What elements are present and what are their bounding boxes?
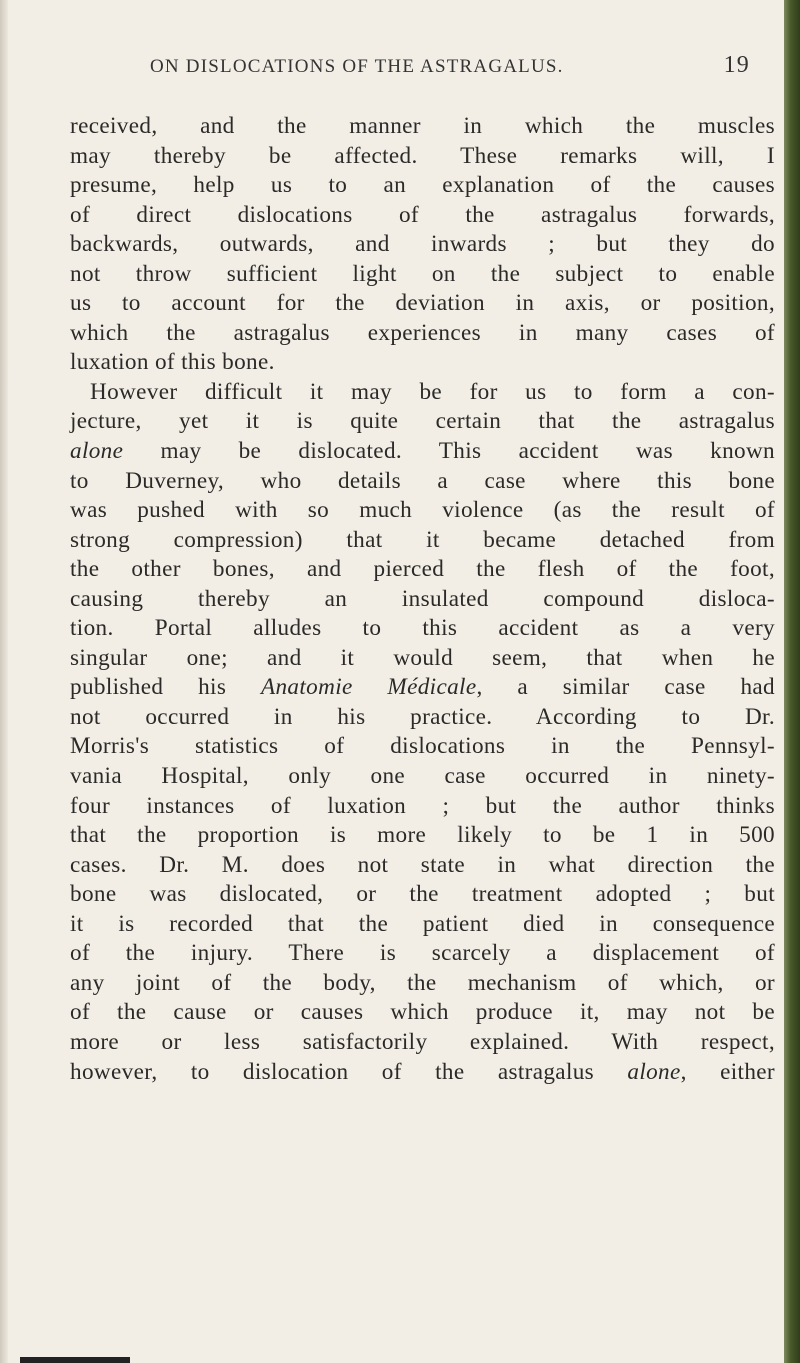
text-line: cases. Dr. M. does not state in what direction the bbox=[70, 851, 775, 878]
text-line: luxation of this bone. bbox=[70, 349, 275, 376]
book-spine-edge bbox=[784, 0, 800, 1363]
text-line: presume, help us to an explanation of the causes bbox=[70, 172, 775, 199]
text-segment: published his bbox=[70, 674, 261, 701]
text-line: more or less satisfactorily explained. With respect, bbox=[70, 1028, 775, 1055]
page-number: 19 bbox=[723, 52, 750, 78]
running-title: ON DISLOCATIONS OF THE ASTRAGALUS. bbox=[150, 56, 564, 77]
text-line: four instances of luxation ; but the author thinks bbox=[70, 792, 775, 819]
text-segment: , either bbox=[680, 1058, 775, 1085]
text-line: not throw sufficient light on the subject to enable bbox=[70, 260, 775, 287]
body-text bbox=[70, 112, 775, 1087]
text-line bbox=[70, 437, 775, 467]
text-line: tion. Portal alludes to this accident as a very bbox=[70, 615, 775, 642]
text-line: singular one; and it would seem, that when he bbox=[70, 644, 775, 671]
text-line: of the injury. There is scarcely a displacement of bbox=[70, 940, 775, 967]
italic-term: alone bbox=[70, 438, 124, 465]
text-line: was pushed with so much violence (as the result of bbox=[70, 497, 775, 524]
text-line: However difficult it may be for us to form a con- bbox=[90, 378, 775, 405]
text-line: any joint of the body, the mechanism of which, or bbox=[70, 969, 775, 996]
text-line: that the proportion is more likely to be 1 in 500 bbox=[70, 822, 775, 849]
text-line: backwards, outwards, and inwards ; but they do bbox=[70, 231, 775, 258]
bottom-edge-mark bbox=[20, 1357, 130, 1363]
text-line: the other bones, and pierced the flesh of the foot, bbox=[70, 556, 775, 583]
text-line: jecture, yet it is quite certain that the astragalus bbox=[70, 408, 775, 435]
text-line: of the cause or causes which produce it, may not be bbox=[70, 999, 775, 1026]
text-line bbox=[70, 673, 775, 703]
page-left-shadow bbox=[0, 0, 8, 1363]
text-line: may thereby be affected. These remarks will, I bbox=[70, 142, 775, 169]
italic-book-title: Anatomie Médicale bbox=[260, 674, 477, 701]
text-line: of direct dislocations of the astragalus forwards, bbox=[70, 201, 775, 228]
text-line: not occurred in his practice. According to Dr. bbox=[70, 703, 775, 730]
text-line: Morris's statistics of dislocations in the Pennsyl- bbox=[70, 733, 775, 760]
text-line bbox=[70, 1058, 775, 1088]
text-segment: however, to dislocation of the astragalus bbox=[70, 1058, 628, 1085]
text-segment: may be dislocated. This accident was known bbox=[123, 438, 775, 465]
text-line: us to account for the deviation in axis, or position, bbox=[70, 290, 775, 317]
text-line: to Duverney, who details a case where this bone bbox=[70, 467, 775, 494]
text-line: bone was dislocated, or the treatment adopted ; but bbox=[70, 881, 775, 908]
text-line: vania Hospital, only one case occurred in ninety- bbox=[70, 763, 775, 790]
text-line: which the astragalus experiences in many cases of bbox=[70, 319, 775, 346]
text-line: causing thereby an insulated compound disloca- bbox=[70, 585, 775, 612]
italic-term: alone bbox=[627, 1058, 681, 1085]
text-segment: , a similar case had bbox=[476, 674, 775, 701]
text-line: it is recorded that the patient died in consequence bbox=[70, 910, 775, 937]
text-line: received, and the manner in which the muscles bbox=[70, 113, 775, 139]
text-line: strong compression) that it became detached from bbox=[70, 526, 775, 553]
